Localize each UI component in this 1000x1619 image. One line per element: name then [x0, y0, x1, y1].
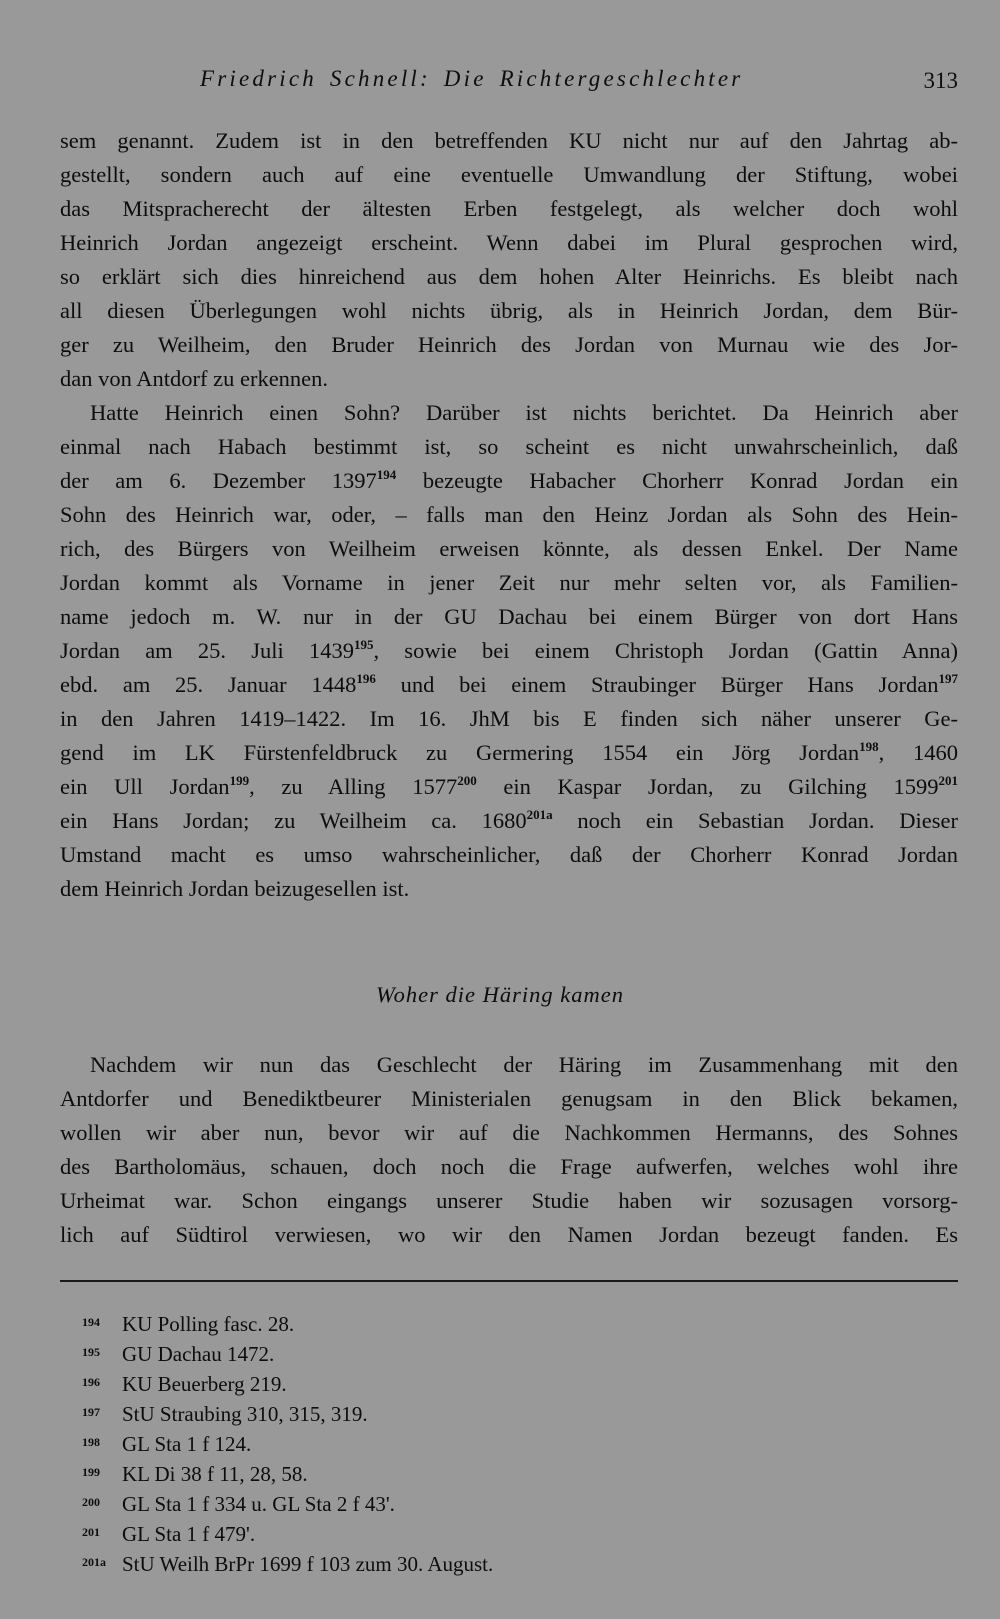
text-line: Nachdem wir nun das Geschlecht der Häring im Zusammenhang mit den: [90, 1052, 958, 1077]
text-line: ger zu Weilheim, den Bruder Heinrich des Jordan von Murnau wie des Jor-: [60, 332, 958, 357]
text-line: Heinrich Jordan angezeigt erscheint. Wenn dabei im Plural gesprochen wird,: [60, 230, 958, 255]
text-run: , 1460: [878, 740, 959, 765]
text-line: Urheimat war. Schon eingangs unserer Studie haben wir sozusagen vorsorg-: [60, 1188, 958, 1213]
text-run: gend im LK Fürstenfeldbruck zu Germering 1554 ein Jörg Jordan: [60, 740, 860, 765]
footnote-number: 196: [82, 1375, 100, 1389]
footnote: [82, 1488, 493, 1518]
text-line: in den Jahren 1419–1422. Im 16. JhM bis E finden sich näher unserer Ge-: [60, 706, 958, 731]
footnote-text: KU Polling fasc. 28.: [122, 1312, 295, 1336]
footnote-text: GU Dachau 1472.: [122, 1342, 275, 1366]
footnote-number: 201a: [82, 1555, 106, 1569]
text-run: der am 6. Dezember 1397: [60, 468, 377, 493]
text-line: [60, 736, 958, 770]
footnote-number: 194: [82, 1315, 100, 1329]
text-line: das Mitspracherecht der ältesten Erben festgelegt, als welcher doch wohl: [60, 196, 958, 221]
footnote-ref[interactable]: 201a: [526, 807, 553, 822]
footnote: [82, 1308, 493, 1338]
footnote-text: KL Di 38 f 11, 28, 58.: [122, 1462, 308, 1486]
footnote: [82, 1398, 493, 1428]
footnote: [82, 1458, 493, 1488]
text-run: noch ein Sebastian Jordan. Dieser: [552, 808, 959, 833]
text-line: Sohn des Heinrich war, oder, – falls man den Heinz Jordan als Sohn des Hein-: [60, 502, 958, 527]
text-run: ein Kaspar Jordan, zu Gilching 1599: [476, 774, 939, 799]
section-heading: Woher die Häring kamen: [375, 982, 624, 1007]
text-line: Antdorfer und Benediktbeurer Ministerialen genugsam in den Blick bekamen,: [60, 1086, 958, 1111]
footnote-ref[interactable]: 198: [859, 739, 879, 754]
text-run: und bei einem Straubinger Bürger Hans Jordan: [375, 672, 939, 697]
text-run: , zu Alling 1577: [249, 774, 458, 799]
text-run: , sowie bei einem Christoph Jordan (Gattin Anna): [373, 638, 959, 663]
text-run: ebd. am 25. Januar 1448: [60, 672, 357, 697]
footnote-number: 198: [82, 1435, 100, 1449]
footnote-text: GL Sta 1 f 334 u. GL Sta 2 f 43'.: [122, 1492, 395, 1516]
footnotes: [82, 1308, 493, 1578]
footnote-ref[interactable]: 199: [229, 773, 250, 788]
footnote-ref[interactable]: 195: [353, 637, 374, 652]
text-line: rich, des Bürgers von Weilheim erweisen könnte, als dessen Enkel. Der Name: [60, 536, 958, 561]
text-line: [60, 464, 958, 498]
footnote: [82, 1428, 493, 1458]
text-line: des Bartholomäus, schauen, doch noch die Frage aufwerfen, welches wohl ihre: [60, 1154, 958, 1179]
footnote-text: GL Sta 1 f 124.: [122, 1432, 252, 1456]
footnote-number: 200: [82, 1495, 100, 1509]
footnote-text: StU Straubing 310, 315, 319.: [122, 1402, 368, 1426]
footnote-text: GL Sta 1 f 479'.: [122, 1522, 256, 1546]
footnote-number: 201: [82, 1525, 100, 1539]
text-run: bezeugte Habacher Chorherr Konrad Jordan ein: [396, 468, 958, 493]
text-line: sem genannt. Zudem ist in den betreffenden KU nicht nur auf den Jahrtag ab-: [60, 128, 958, 153]
footnote-ref[interactable]: 201: [938, 773, 959, 788]
text-line: Hatte Heinrich einen Sohn? Darüber ist nichts berichtet. Da Heinrich aber: [90, 400, 958, 425]
text-line: einmal nach Habach bestimmt ist, so scheint es nicht unwahrscheinlich, daß: [60, 434, 958, 459]
text-line: Jordan kommt als Vorname in jener Zeit nur mehr selten vor, als Familien-: [60, 570, 958, 595]
text-line: gestellt, sondern auch auf eine eventuelle Umwandlung der Stiftung, wobei: [60, 162, 958, 187]
footnote-divider: [60, 1280, 958, 1282]
footnote-ref[interactable]: 200: [457, 773, 477, 788]
text-line: dan von Antdorf zu erkennen.: [60, 366, 329, 391]
text-run: ein Hans Jordan; zu Weilheim ca. 1680: [60, 808, 527, 833]
text-line: all diesen Überlegungen wohl nichts übrig, als in Heinrich Jordan, dem Bür-: [60, 298, 958, 323]
footnote-ref[interactable]: 197: [938, 671, 958, 686]
footnote-number: 199: [82, 1465, 100, 1479]
text-line: lich auf Südtirol verwiesen, wo wir den Namen Jordan bezeugt fanden. Es: [60, 1222, 958, 1247]
footnote-number: 195: [82, 1345, 100, 1359]
text-line: [60, 770, 958, 804]
text-line: Umstand macht es umso wahrscheinlicher, daß der Chorherr Konrad Jordan: [60, 842, 958, 867]
section-text: [60, 1048, 958, 1252]
footnote-number: 197: [82, 1405, 100, 1419]
text-line: [60, 634, 958, 668]
text-line: [60, 668, 958, 702]
text-run: ein Ull Jordan: [60, 774, 230, 799]
text-line: wollen wir aber nun, bevor wir auf die Nachkommen Hermanns, des Sohnes: [60, 1120, 958, 1145]
footnote: [82, 1548, 493, 1578]
text-line: [60, 804, 958, 838]
main-text: [60, 124, 958, 906]
footnote-text: StU Weilh BrPr 1699 f 103 zum 30. August.: [122, 1552, 494, 1576]
footnote-ref[interactable]: 196: [356, 671, 376, 686]
text-line: name jedoch m. W. nur in der GU Dachau bei einem Bürger von dort Hans: [60, 604, 958, 629]
footnote-ref[interactable]: 194: [376, 467, 397, 482]
text-run: Jordan am 25. Juli 1439: [60, 638, 354, 663]
text-line: so erklärt sich dies hinreichend aus dem hohen Alter Heinrichs. Es bleibt nach: [60, 264, 958, 289]
footnote: [82, 1518, 493, 1548]
page-number: 313: [923, 68, 958, 93]
footnote: [82, 1368, 493, 1398]
footnote-text: KU Beuerberg 219.: [122, 1372, 287, 1396]
text-line: dem Heinrich Jordan beizugesellen ist.: [60, 876, 410, 901]
footnote: [82, 1338, 493, 1368]
running-title: Friedrich Schnell: Die Richtergeschlechter: [200, 66, 744, 91]
page-header: [60, 66, 958, 106]
